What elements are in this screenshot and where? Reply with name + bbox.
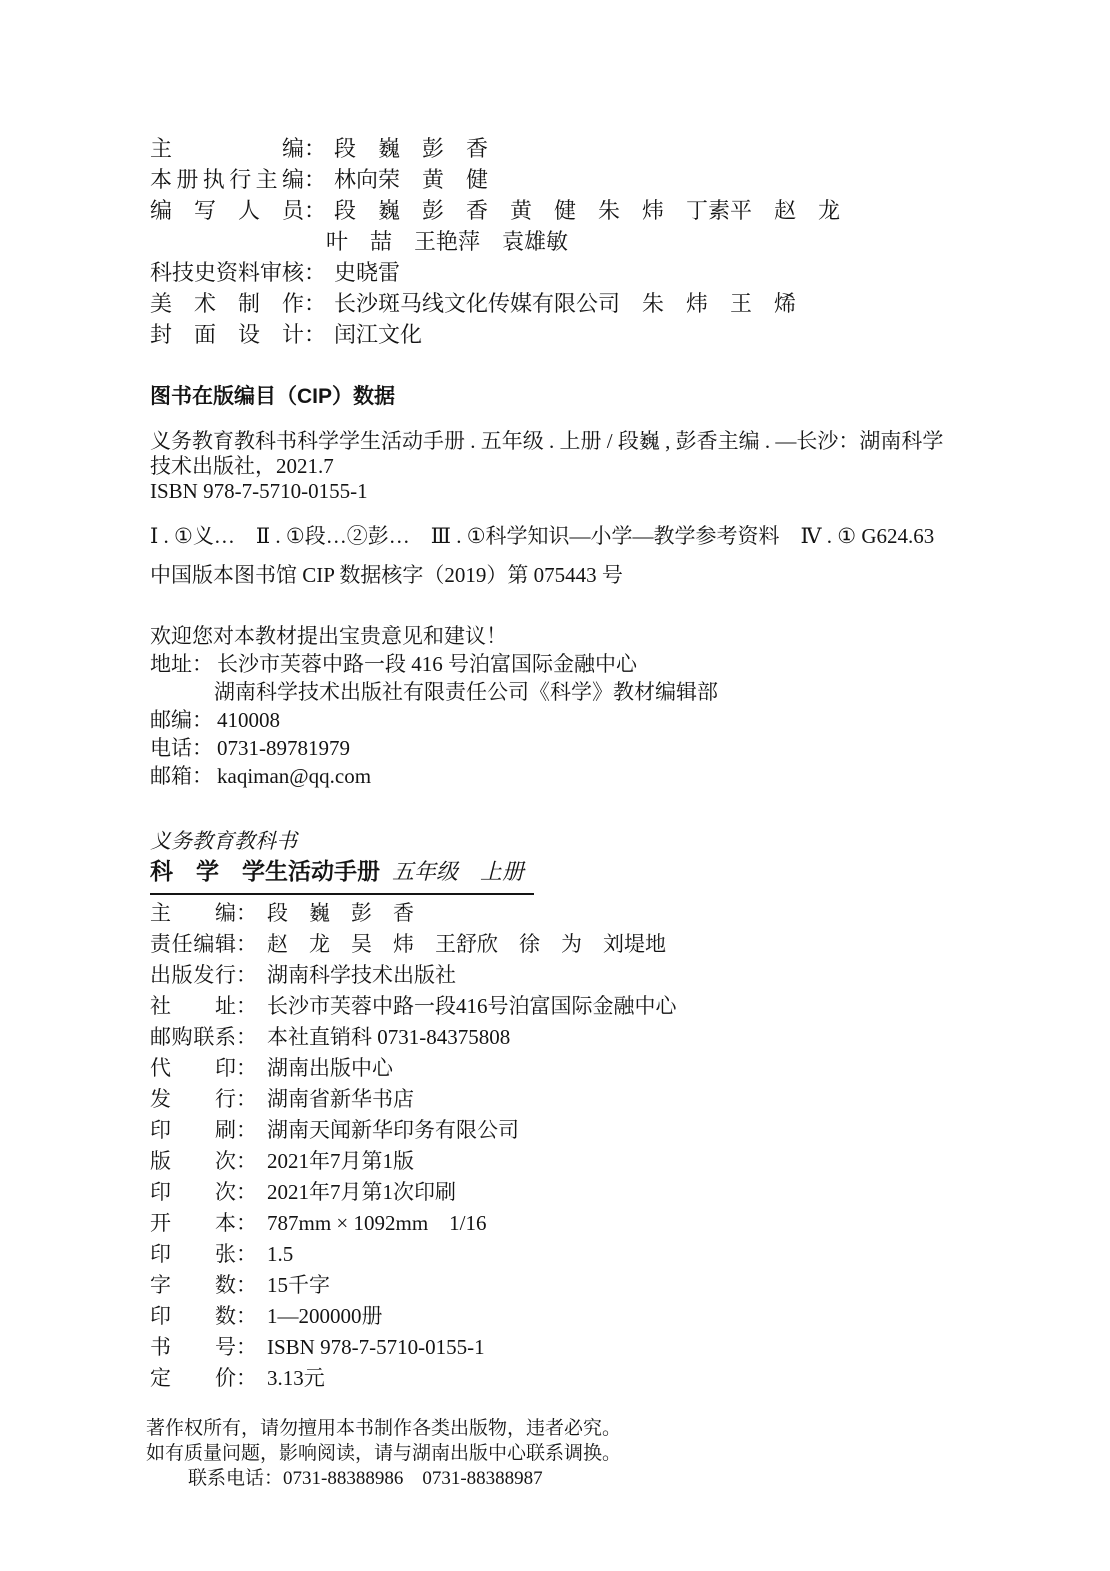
colon: ： bbox=[304, 198, 327, 223]
colon: ： bbox=[236, 932, 257, 956]
colon: ： bbox=[192, 764, 213, 788]
contact-zip bbox=[150, 706, 1110, 734]
row-label: 邮购联系 bbox=[150, 1025, 236, 1049]
colon: ： bbox=[304, 322, 327, 347]
cip-description-line2: 技术出版社，2021.7 bbox=[150, 454, 334, 478]
colon: ： bbox=[236, 1366, 257, 1390]
colon: ： bbox=[192, 652, 213, 676]
cip-isbn: ISBN 978-7-5710-0155-1 bbox=[150, 479, 368, 503]
copyright-warning: 著作权所有，请勿擅用本书制作各类出版物，违者必究。 bbox=[146, 1418, 622, 1439]
colon: ： bbox=[236, 1335, 257, 1359]
pub-row-printing-agent bbox=[150, 1053, 1110, 1084]
row-label: 印刷 bbox=[150, 1118, 236, 1142]
colon: ： bbox=[236, 1242, 257, 1266]
row-label: 书号 bbox=[150, 1335, 236, 1359]
row-label: 电话 bbox=[150, 736, 192, 760]
pub-row-responsible-editors bbox=[150, 929, 1110, 960]
row-value: 2021年7月第1版 bbox=[267, 1149, 414, 1173]
row-label: 责任编辑 bbox=[150, 932, 236, 956]
colon: ： bbox=[304, 136, 327, 161]
row-label: 发行 bbox=[150, 1087, 236, 1111]
service-phone-numbers: 联系电话：0731-88388986 0731-88388987 bbox=[188, 1468, 543, 1489]
row-value: 长沙市芙蓉中路一段416号泊富国际金融中心 bbox=[267, 994, 677, 1018]
pub-row-print-run bbox=[150, 1301, 1110, 1332]
publication-block bbox=[150, 826, 1110, 1394]
row-value: 闰江文化 bbox=[334, 322, 423, 347]
colon: ： bbox=[236, 994, 257, 1018]
book-title bbox=[150, 856, 534, 895]
row-label: 编写人员 bbox=[150, 198, 304, 223]
row-value: 史晓雷 bbox=[334, 260, 401, 285]
book-title-grade: 五年级 上册 bbox=[392, 859, 525, 884]
colon: ： bbox=[192, 708, 213, 732]
row-value: 段 巍 彭 香 bbox=[267, 901, 414, 925]
pub-row-edition bbox=[150, 1146, 1110, 1177]
pub-row-publisher bbox=[150, 960, 1110, 991]
colon: ： bbox=[236, 1087, 257, 1111]
notice-block bbox=[146, 1416, 1110, 1491]
row-label: 邮编 bbox=[150, 708, 192, 732]
row-value: 1.5 bbox=[267, 1242, 294, 1266]
row-value: 本社直销科 0731-84375808 bbox=[267, 1025, 511, 1049]
colon: ： bbox=[236, 1304, 257, 1328]
row-label: 封面设计 bbox=[150, 322, 304, 347]
credits-block bbox=[150, 0, 1110, 350]
credit-row-history-reviewer bbox=[150, 257, 1110, 288]
credit-row-art-production bbox=[150, 288, 1110, 319]
colon: ： bbox=[236, 1180, 257, 1204]
colon: ： bbox=[304, 260, 327, 285]
credit-row-writers bbox=[150, 195, 1110, 226]
row-value: 湖南省新华书店 bbox=[267, 1087, 414, 1111]
contact-address bbox=[150, 650, 1110, 678]
row-value: ISBN 978-7-5710-0155-1 bbox=[267, 1335, 485, 1359]
row-value: 长沙斑马线文化传媒有限公司 朱 炜 王 烯 bbox=[334, 291, 797, 316]
row-label: 科技史资料审核 bbox=[150, 260, 305, 285]
colon: ： bbox=[192, 736, 213, 760]
colon: ： bbox=[236, 1025, 257, 1049]
cip-header: 图书在版编目（CIP）数据 bbox=[150, 385, 396, 408]
credit-row-chief-editor bbox=[150, 133, 1110, 164]
pub-row-distributor bbox=[150, 1084, 1110, 1115]
row-label: 印张 bbox=[150, 1242, 236, 1266]
colon: ： bbox=[236, 1056, 257, 1080]
cip-record-number: 中国版本图书馆 CIP 数据核字（2019）第 075443 号 bbox=[150, 563, 623, 587]
row-value: kaqiman@qq.com bbox=[217, 764, 372, 788]
contact-email bbox=[150, 762, 1110, 790]
quality-exchange-note: 如有质量问题，影响阅读，请与湖南出版中心联系调换。 bbox=[146, 1443, 622, 1464]
colon: ： bbox=[236, 1118, 257, 1142]
pub-row-sheets bbox=[150, 1239, 1110, 1270]
row-label: 主编 bbox=[150, 136, 304, 161]
cip-description-line1: 义务教育教科书科学学生活动手册 . 五年级 . 上册 / 段巍 , 彭香主编 . —长沙：湖南科学 bbox=[150, 429, 944, 453]
row-label: 印数 bbox=[150, 1304, 236, 1328]
row-label: 社址 bbox=[150, 994, 236, 1018]
colon: ： bbox=[236, 1149, 257, 1173]
row-value: 410008 bbox=[217, 708, 280, 732]
row-value: 林向荣 黄 健 bbox=[334, 167, 489, 192]
row-value: 湖南出版中心 bbox=[267, 1056, 393, 1080]
pub-row-mail-order bbox=[150, 1022, 1110, 1053]
colon: ： bbox=[304, 167, 327, 192]
pub-row-printer bbox=[150, 1115, 1110, 1146]
colon: ： bbox=[236, 963, 257, 987]
pub-row-book-number bbox=[150, 1332, 1110, 1363]
row-value: 段 巍 彭 香 bbox=[334, 136, 489, 161]
contact-address-line2: 湖南科学技术出版社有限责任公司《科学》教材编辑部 bbox=[214, 680, 718, 704]
row-value: 湖南天闻新华印务有限公司 bbox=[267, 1118, 519, 1142]
row-value: 赵 龙 吴 炜 王舒欣 徐 为 刘堤地 bbox=[267, 932, 666, 956]
pub-row-address bbox=[150, 991, 1110, 1022]
row-label: 开本 bbox=[150, 1211, 236, 1235]
cip-classification: Ⅰ . ①义… Ⅱ . ①段…②彭… Ⅲ . ①科学知识—小学—教学参考资料 Ⅳ . ① G624.63 bbox=[150, 524, 935, 548]
row-value: 叶 喆 王艳萍 袁雄敏 bbox=[326, 229, 569, 254]
row-label: 主编 bbox=[150, 901, 236, 925]
credit-row-writers-continued bbox=[150, 226, 1110, 257]
row-label: 印次 bbox=[150, 1180, 236, 1204]
series-title: 义务教育教科书 bbox=[150, 829, 297, 853]
cip-block bbox=[150, 384, 1110, 588]
colon: ： bbox=[236, 1211, 257, 1235]
row-value: 1—200000册 bbox=[267, 1304, 383, 1328]
row-label: 定价 bbox=[150, 1366, 236, 1390]
row-value: 0731-89781979 bbox=[217, 736, 350, 760]
row-label: 版次 bbox=[150, 1149, 236, 1173]
feedback-welcome: 欢迎您对本教材提出宝贵意见和建议！ bbox=[150, 624, 507, 648]
row-label: 出版发行 bbox=[150, 963, 236, 987]
pub-row-impression bbox=[150, 1177, 1110, 1208]
row-value: 787mm × 1092mm 1/16 bbox=[267, 1211, 487, 1235]
row-label: 邮箱 bbox=[150, 764, 192, 788]
pub-row-format bbox=[150, 1208, 1110, 1239]
pub-row-chief-editor bbox=[150, 898, 1110, 929]
row-value: 3.13元 bbox=[267, 1366, 325, 1390]
colon: ： bbox=[236, 901, 257, 925]
row-label: 代印 bbox=[150, 1056, 236, 1080]
row-value: 15千字 bbox=[267, 1273, 330, 1297]
pub-row-price bbox=[150, 1363, 1110, 1394]
row-value: 段 巍 彭 香 黄 健 朱 炜 丁素平 赵 龙 bbox=[334, 198, 841, 223]
pub-row-word-count bbox=[150, 1270, 1110, 1301]
row-label: 本册执行主编 bbox=[150, 167, 304, 192]
contact-phone bbox=[150, 734, 1110, 762]
book-title-main: 科 学 学生活动手册 bbox=[150, 858, 380, 884]
credit-row-executive-editor bbox=[150, 164, 1110, 195]
contact-block bbox=[150, 622, 1110, 790]
row-value: 湖南科学技术出版社 bbox=[267, 963, 456, 987]
row-value: 长沙市芙蓉中路一段 416 号泊富国际金融中心 bbox=[217, 652, 637, 676]
colon: ： bbox=[236, 1273, 257, 1297]
row-label: 地址 bbox=[150, 652, 192, 676]
row-label: 字数 bbox=[150, 1273, 236, 1297]
credit-row-cover-design bbox=[150, 319, 1110, 350]
row-value: 2021年7月第1次印刷 bbox=[267, 1180, 456, 1204]
colon: ： bbox=[304, 291, 327, 316]
row-label: 美术制作 bbox=[150, 291, 304, 316]
